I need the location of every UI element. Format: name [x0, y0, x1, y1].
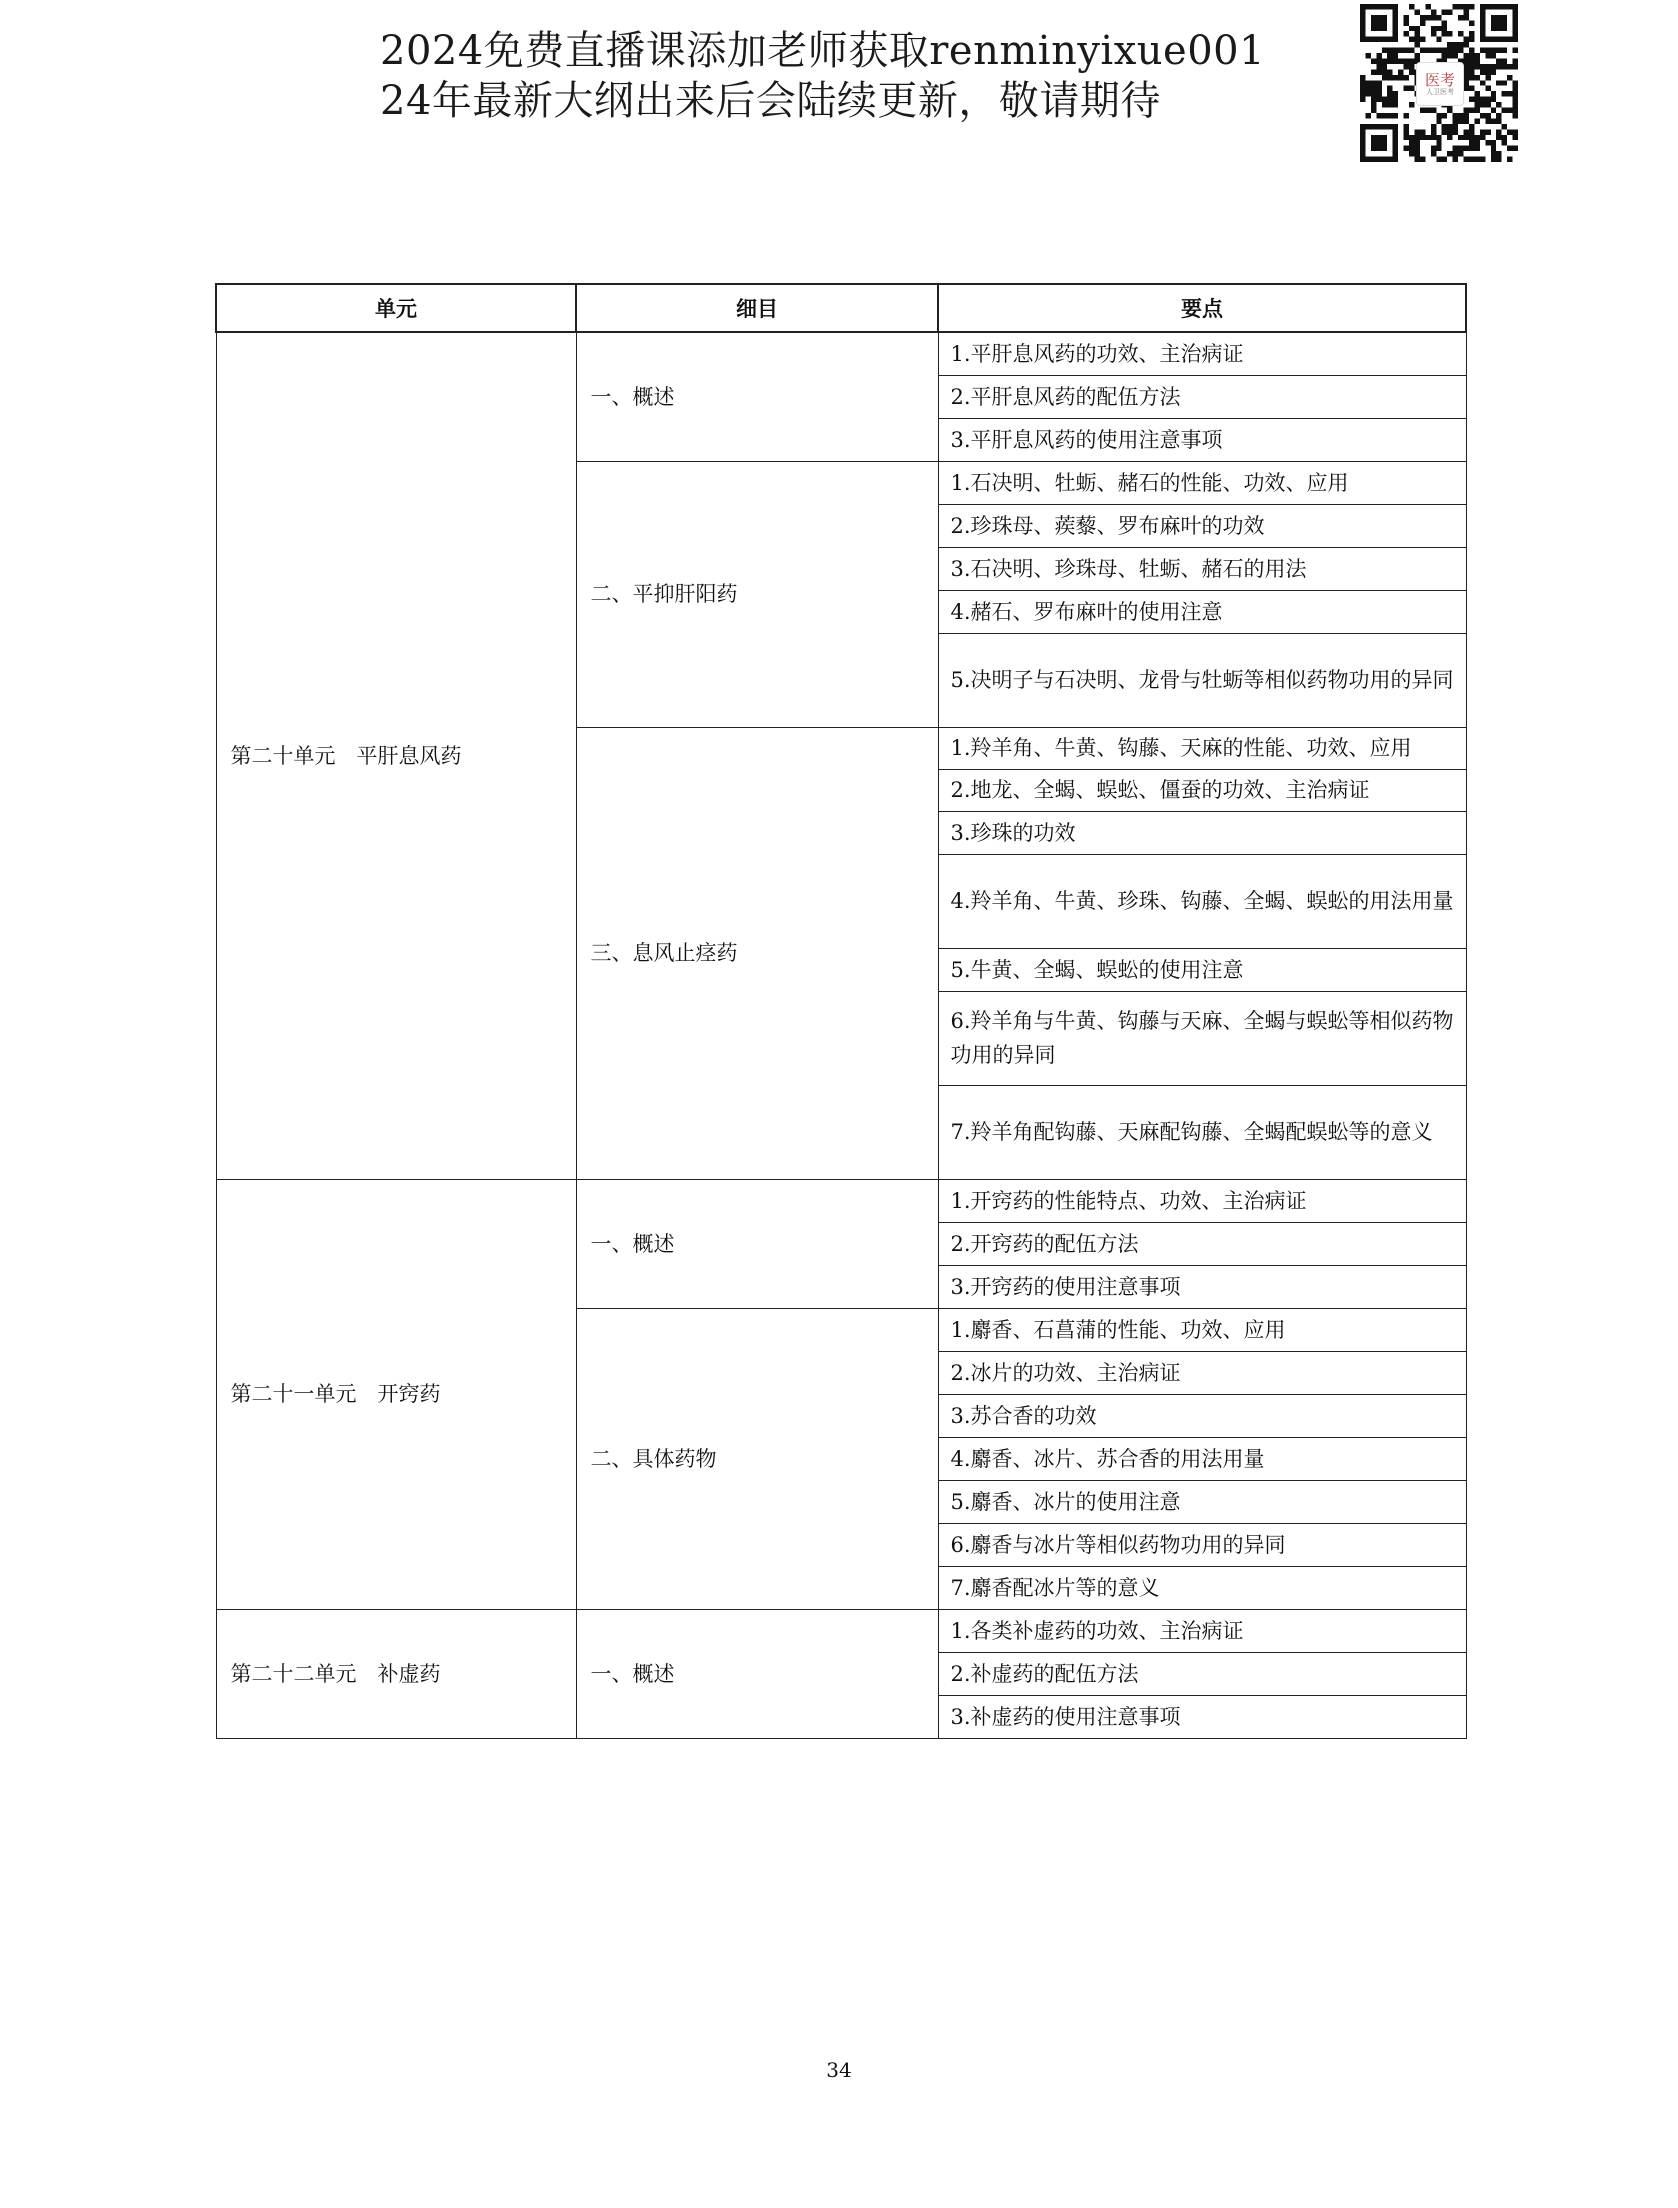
table-header-row [216, 284, 1466, 332]
promo-banner [380, 26, 1265, 126]
point-cell: 2.地龙、全蝎、蜈蚣、僵蚕的功效、主治病证 [938, 769, 1466, 811]
point-cell: 2.珍珠母、蒺藜、罗布麻叶的功效 [938, 504, 1466, 547]
banner-line-2: 24年最新大纲出来后会陆续更新，敬请期待 [380, 78, 1161, 124]
point-cell: 3.珍珠的功效 [938, 811, 1466, 854]
banner-line-1: 2024免费直播课添加老师获取renminyixue001 [380, 28, 1266, 74]
unit-cell: 第二十单元 平肝息风药 [216, 332, 576, 1179]
table-row [216, 1179, 1466, 1222]
point-cell: 2.平肝息风药的配伍方法 [938, 375, 1466, 418]
header-unit: 单元 [216, 284, 576, 332]
item-cell: 三、息风止痉药 [576, 727, 938, 1179]
point-cell: 5.麝香、冰片的使用注意 [938, 1480, 1466, 1523]
syllabus-table [215, 283, 1467, 1739]
point-cell: 2.冰片的功效、主治病证 [938, 1351, 1466, 1394]
point-cell: 6.麝香与冰片等相似药物功用的异同 [938, 1523, 1466, 1566]
point-cell: 1.羚羊角、牛黄、钩藤、天麻的性能、功效、应用 [938, 727, 1466, 769]
point-cell: 1.各类补虚药的功效、主治病证 [938, 1609, 1466, 1652]
point-cell: 3.苏合香的功效 [938, 1394, 1466, 1437]
item-cell: 一、概述 [576, 1609, 938, 1738]
point-cell: 4.麝香、冰片、苏合香的用法用量 [938, 1437, 1466, 1480]
item-cell: 一、概述 [576, 332, 938, 461]
qr-logo-subtext: 人卫医考 [1426, 88, 1454, 96]
point-cell: 1.开窍药的性能特点、功效、主治病证 [938, 1179, 1466, 1222]
point-cell: 1.麝香、石菖蒲的性能、功效、应用 [938, 1308, 1466, 1351]
table-row [216, 332, 1466, 375]
table-row [216, 1609, 1466, 1652]
point-cell: 5.决明子与石决明、龙骨与牡蛎等相似药物功用的异同 [938, 633, 1466, 727]
point-cell: 7.羚羊角配钩藤、天麻配钩藤、全蝎配蜈蚣等的意义 [938, 1085, 1466, 1179]
unit-cell: 第二十一单元 开窍药 [216, 1179, 576, 1609]
point-cell: 1.平肝息风药的功效、主治病证 [938, 332, 1466, 375]
point-cell: 4.赭石、罗布麻叶的使用注意 [938, 590, 1466, 633]
item-cell: 二、平抑肝阳药 [576, 461, 938, 727]
point-cell: 1.石决明、牡蛎、赭石的性能、功效、应用 [938, 461, 1466, 504]
point-cell: 6.羚羊角与牛黄、钩藤与天麻、全蝎与蜈蚣等相似药物功用的异同 [938, 991, 1466, 1085]
point-cell: 3.补虚药的使用注意事项 [938, 1695, 1466, 1738]
point-cell: 7.麝香配冰片等的意义 [938, 1566, 1466, 1609]
point-cell: 2.开窍药的配伍方法 [938, 1222, 1466, 1265]
header-item: 细目 [576, 284, 938, 332]
point-cell: 3.石决明、珍珠母、牡蛎、赭石的用法 [938, 547, 1466, 590]
qr-logo-badge [1416, 62, 1464, 106]
point-cell: 3.开窍药的使用注意事项 [938, 1265, 1466, 1308]
point-cell: 5.牛黄、全蝎、蜈蚣的使用注意 [938, 948, 1466, 991]
unit-cell: 第二十二单元 补虚药 [216, 1609, 576, 1738]
page-number: 34 [826, 2058, 852, 2082]
qr-code [1360, 4, 1518, 162]
point-cell: 3.平肝息风药的使用注意事项 [938, 418, 1466, 461]
item-cell: 一、概述 [576, 1179, 938, 1308]
header-point: 要点 [938, 284, 1466, 332]
point-cell: 2.补虚药的配伍方法 [938, 1652, 1466, 1695]
item-cell: 二、具体药物 [576, 1308, 938, 1609]
point-cell: 4.羚羊角、牛黄、珍珠、钩藤、全蝎、蜈蚣的用法用量 [938, 854, 1466, 948]
qr-logo-text: 医考 [1424, 71, 1455, 89]
